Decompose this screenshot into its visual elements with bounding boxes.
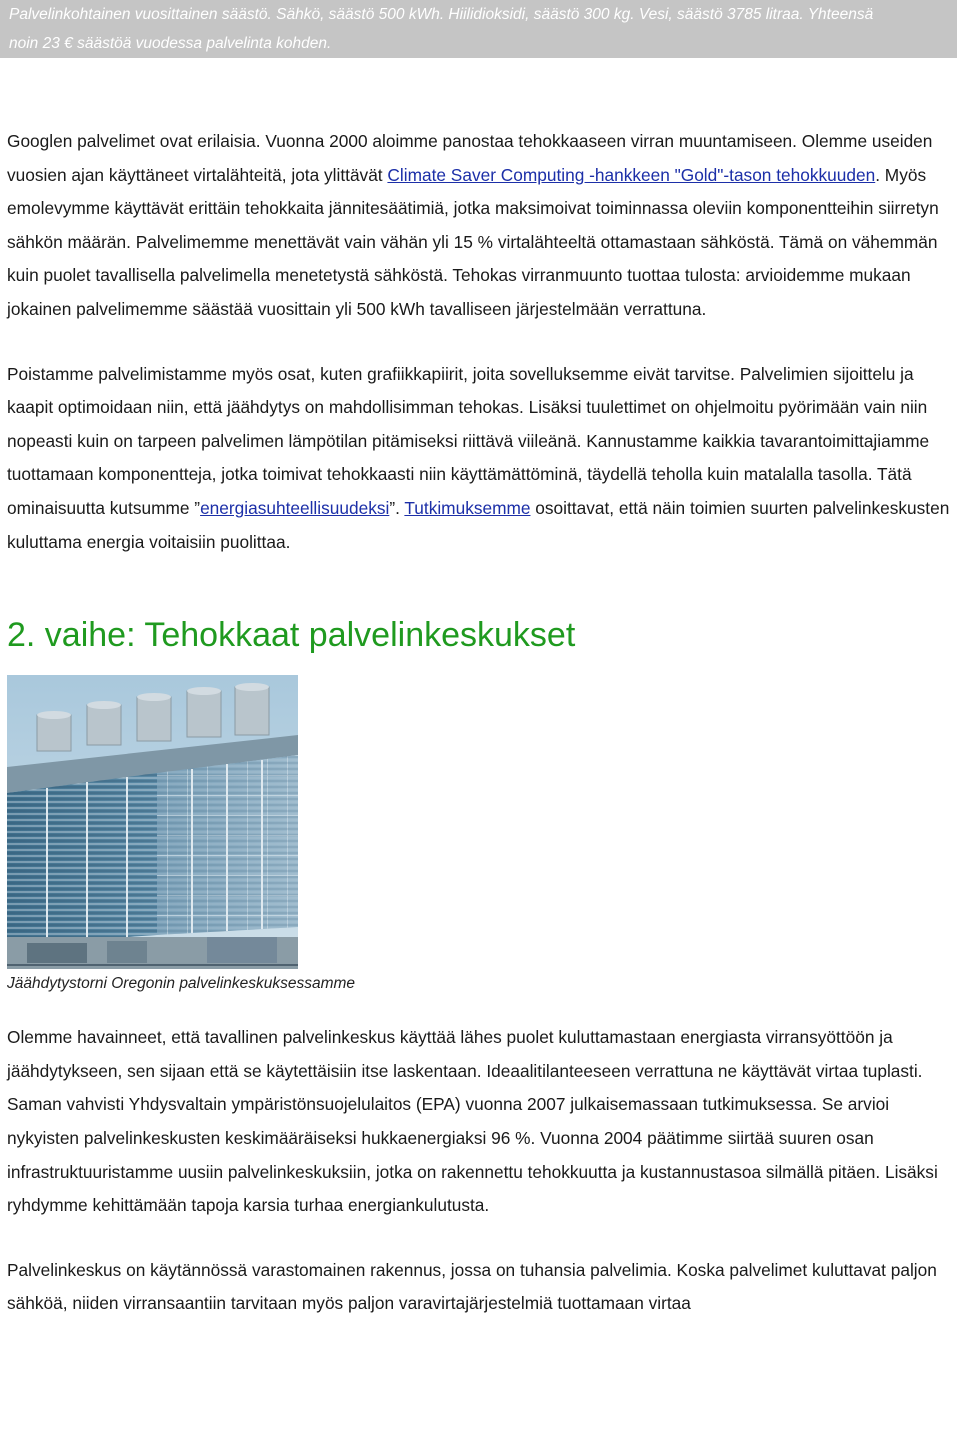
banner-line-2: noin 23 € säästöä vuodessa palvelinta kohden. (9, 35, 332, 52)
paragraph-data-center-energy: Olemme havainneet, että tavallinen palvelinkeskus käyttää lähes puolet kuluttamastaan energiasta virransyöttöön ja jäähdytykseen, sen sijaan että se käytettäisiin itse laskentaan. Ideaalitilanteeseen verrattuna ne käyttävät virtaa tuplasti. Saman vahvisti Yhdysvaltain ympäristönsuojelulaitos (EPA) vuonna 2007 julkaisemassaan tutkimuksessa. Se arvioi nykyisten palvelinkeskusten keskimääräiseksi hukkaenergiaksi 96 %. Vuonna 2004 päätimme siirtää suuren osan infrastruktuuristamme uusiin palvelinkeskuksiin, jotka on rakennettu tehokkuutta ja kustannustasoa silmällä pitäen. Lisäksi ryhdymme kehittämään tapoja karsia turhaa energiankulutusta. (7, 1027, 938, 1216)
paragraph-text: Googlen palvelimet ovat erilaisia. Vuonna 2000 aloimme panostaa tehokkaaseen virran muuntamiseen. Olemme useiden vuosien ajan käyttäneet virtalähteitä, jota ylittävät (7, 131, 933, 185)
document-page (7, 0, 957, 1321)
energy-proportionality-link[interactable]: energiasuhteellisuudeksi (200, 497, 390, 518)
photo-figure (7, 675, 957, 995)
paragraph-data-center-definition: Palvelinkeskus on käytännössä varastomainen rakennus, jossa on tuhansia palvelimia. Koska palvelimet kuluttavat paljon sähköä, niiden virransaantiin tarvitaan myös paljon varavirtajärjestelmiä tuottamaan virtaa (7, 1259, 937, 1314)
section-heading: 2. vaihe: Tehokkaat palvelinkeskukset (7, 616, 576, 655)
research-link[interactable]: Tutkimuksemme (404, 497, 531, 518)
paragraph-text: ”. (389, 497, 405, 518)
paragraph-text: osoittavat, että näin toimien suurten palvelinkeskusten kuluttama energia voitaisiin puolittaa. (7, 497, 950, 552)
climate-saver-link[interactable]: Climate Saver Computing -hankkeen "Gold"-tason tehokkuuden (387, 164, 876, 185)
cooling-tower-photo (7, 675, 298, 969)
photo-caption: Jäähdytystorni Oregonin palvelinkeskuksessamme (7, 975, 356, 993)
paragraph-text: . Myös emolevymme käyttävät erittäin tehokkaita jännitesäätimiä, jotka maksimoivat toiminnassa oleviin komponentteihin siirretyn sähkön määrän. Palvelimemme menettävät vain vähän yli 15 % virtalähteeltä ottamastaan sähköstä. Tämä on vähemmän kuin puolet tavallisella palvelimella menetetystä sähköstä. Tehokas virranmuunto tuottaa tulosta: arvioidemme mukaan jokainen palvelimemme säästää vuosittain yli 500 kWh tavalliseen järjestelmään verrattuna. (7, 164, 939, 319)
paragraph-components (7, 358, 957, 560)
banner-line-1: Palvelinkohtainen vuosittainen säästö. Sähkö, säästö 500 kWh. Hiilidioksidi, säästö 300 kg. Vesi, säästö 3785 litraa. Yhteensä (9, 6, 874, 23)
paragraph-text: Poistamme palvelimistamme myös osat, kuten grafiikkapiirit, joita sovelluksemme eivät tarvitse. Palvelimien sijoittelu ja kaapit optimoidaan niin, että jäähdytys on mahdollisimman tehokas. Lisäksi tuulettimet on ohjelmoitu pyörimään vain niin nopeasti kuin on tarpeen palvelimen lämpötilan pitämiseksi riittävä viileänä. Kannustamme kaikkia tavarantoimittajiamme tuottamaan komponentteja, jotka toimivat tehokkaasti niin käyttämättöminä, täydellä teholla kuin matalalla tasolla. Tätä ominaisuutta kutsumme ” (7, 363, 930, 518)
paragraph-power-conversion (7, 125, 957, 327)
savings-banner (0, 0, 957, 58)
